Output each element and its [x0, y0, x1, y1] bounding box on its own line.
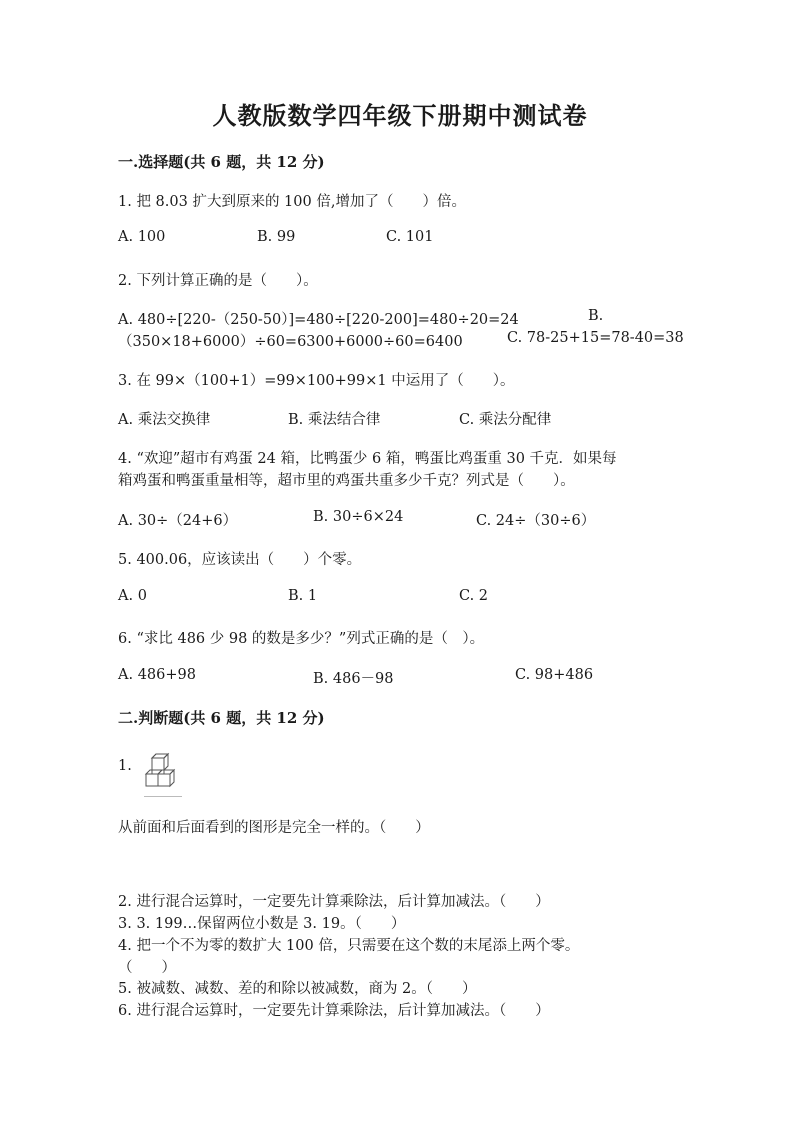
page-title: 人教版数学四年级下册期中测试卷: [212, 101, 588, 130]
question-6-stem: 6. “求比 486 少 98 的数是多少？”列式正确的是（ ）。: [118, 631, 485, 647]
judgment-6: 6. 进行混合运算时，一定要先计算乘除法，后计算加减法。（ ）: [118, 1003, 550, 1019]
judgment-4-line2: （ ）: [118, 960, 176, 976]
question-2-stem: 2. 下列计算正确的是（ ）。: [118, 273, 318, 289]
question-5-option-a: A. 0: [118, 588, 147, 604]
question-5-option-c: C. 2: [459, 588, 489, 604]
question-3-option-c: C. 乘法分配律: [459, 412, 552, 428]
question-4-option-b: B. 30÷6×24: [313, 509, 404, 525]
question-4-stem-line1: 4. “欢迎”超市有鸡蛋 24 箱，比鸭蛋少 6 箱，鸭蛋比鸡蛋重 30 千克．如果每: [118, 451, 617, 467]
question-5-stem: 5. 400.06，应该读出（ ）个零。: [118, 552, 362, 568]
question-6-option-c: C. 98+486: [515, 667, 594, 683]
question-2-option-b: （350×18+6000）÷60=6300+6000÷60=6400: [118, 334, 463, 350]
section-heading-judgment: 二.判断题(共 6 题，共 12 分): [118, 709, 325, 727]
question-4-option-a: A. 30÷（24+6）: [118, 513, 238, 529]
question-4-stem-line2: 箱鸡蛋和鸭蛋重量相等，超市里的鸡蛋共重多少千克？列式是（ ）。: [118, 473, 575, 489]
judgment-3: 3. 3. 199…保留两位小数是 3. 19。（ ）: [118, 916, 406, 932]
question-2-option-b-label: B.: [588, 308, 604, 324]
question-4-option-c: C. 24÷（30÷6）: [476, 513, 596, 529]
question-3-stem: 3. 在 99×（100+1）=99×100+99×1 中运用了（ ）。: [118, 373, 515, 389]
question-1-option-c: C. 101: [386, 229, 434, 245]
stacked-cubes-icon: [144, 750, 184, 790]
question-2-option-c: C. 78-25+15=78-40=38: [507, 330, 684, 346]
question-1-option-a: A. 100: [118, 229, 166, 245]
question-2-option-a: A. 480÷[220-（250-50）]=480÷[220-200]=480÷20=24: [118, 312, 519, 328]
question-1-stem: 1. 把 8.03 扩大到原来的 100 倍,增加了（ ）倍。: [118, 194, 466, 210]
judgment-2: 2. 进行混合运算时，一定要先计算乘除法，后计算加减法。（ ）: [118, 894, 550, 910]
question-1-option-b: B. 99: [257, 229, 296, 245]
question-6-option-b: B. 486－98: [313, 671, 394, 687]
question-5-option-b: B. 1: [288, 588, 318, 604]
judgment-5: 5. 被减数、减数、差的和除以被减数，商为 2。（ ）: [118, 981, 477, 997]
question-6-option-a: A. 486+98: [118, 667, 196, 683]
question-3-option-a: A. 乘法交换律: [118, 412, 211, 428]
judgment-4-line1: 4. 把一个不为零的数扩大 100 倍，只需要在这个数的末尾添上两个零。: [118, 938, 580, 954]
question-3-option-b: B. 乘法结合律: [288, 412, 381, 428]
judgment-1-number: 1.: [118, 758, 132, 774]
judgment-1-text: 从前面和后面看到的图形是完全一样的。（ ）: [118, 820, 430, 836]
section-heading-choice: 一.选择题(共 6 题，共 12 分): [118, 153, 325, 171]
figure-underline: [144, 796, 182, 797]
